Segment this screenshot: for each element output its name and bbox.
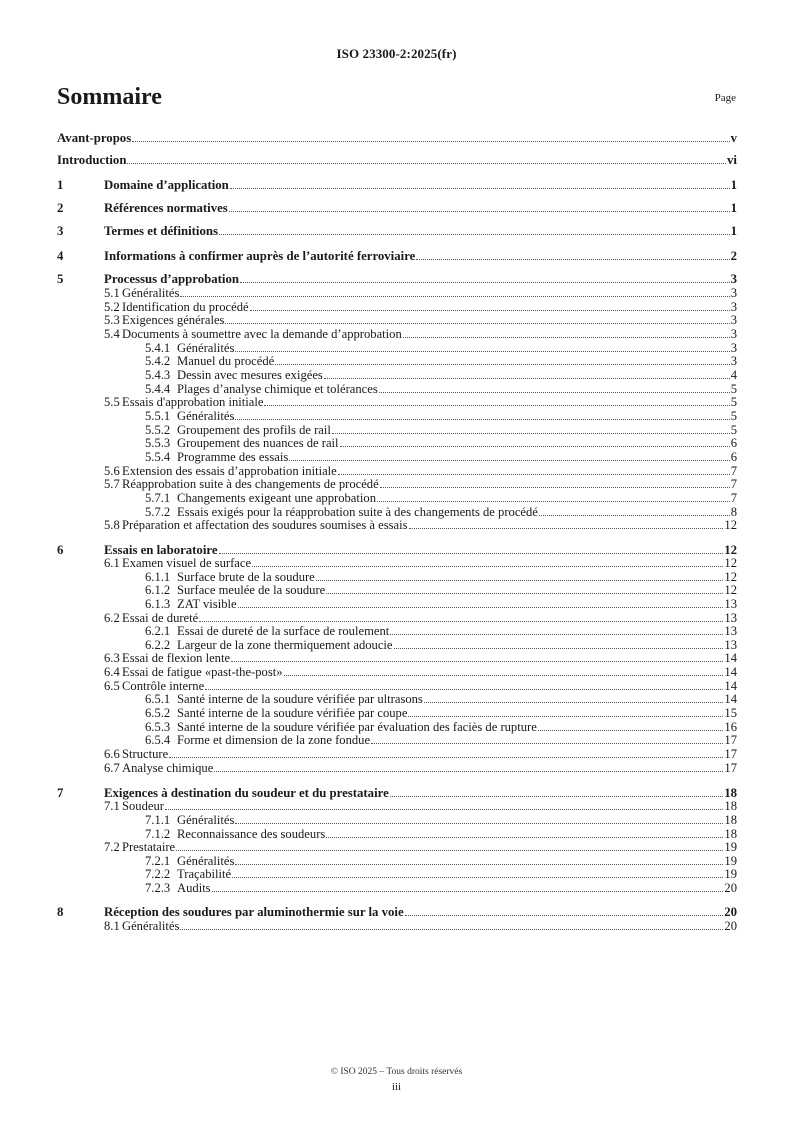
toc-entry[interactable] [57,881,737,895]
dot-leader [409,527,724,529]
toc-entry-number: 5.4.1 [145,341,171,355]
toc-entry[interactable] [57,905,737,919]
toc-entry-page[interactable]: 3 [730,286,737,300]
toc-entry-number: 6.2 [104,611,120,625]
toc-entry-title[interactable]: Domaine d’application [104,178,229,192]
toc-entry-page[interactable]: 7 [730,464,737,478]
toc-entry-number: 6.1.1 [145,570,171,584]
toc-entry-number: 5 [57,272,64,286]
toc-entry[interactable] [57,747,737,761]
dot-leader [390,795,723,797]
toc-entry-title[interactable]: Forme et dimension de la zone fondue [177,733,371,747]
toc-entry-title[interactable]: Contrôle interne [122,679,205,693]
dot-leader [214,770,723,772]
toc-entry[interactable] [57,827,737,841]
toc-entry-number: 5.1 [104,286,120,300]
dot-leader [338,473,730,475]
toc-entry-title[interactable]: ZAT visible [177,597,237,611]
toc-entry[interactable] [57,813,737,827]
toc-entry-title[interactable]: Changements exigeant une approbation [177,491,376,505]
toc-entry[interactable] [57,436,737,450]
toc-entry-title[interactable]: Termes et définitions [104,224,218,238]
toc-entry-number: 6 [57,543,64,557]
toc-entry-number: 7.1.1 [145,813,171,827]
toc-entry[interactable] [57,178,737,192]
toc-entry-number: 5.4.2 [145,354,171,368]
toc-entry[interactable] [57,638,737,652]
toc-entry-page[interactable]: 7 [730,491,737,505]
toc-entry-title[interactable]: Surface meulée de la soudure [177,583,326,597]
toc-entry-page[interactable]: 5 [730,423,737,437]
toc-entry-title[interactable]: Exigences générales [122,313,225,327]
dot-leader [205,688,723,690]
toc-entry[interactable] [57,423,737,437]
toc-entry-title[interactable]: Essais d'approbation initiale [122,395,264,409]
toc-entry-title[interactable]: Identification du procédé [122,300,249,314]
toc-entry[interactable] [57,867,737,881]
dot-leader [538,729,724,731]
dot-leader [380,486,730,488]
toc-entry-title[interactable]: Réception des soudures par aluminothermie sur la voie [104,905,404,919]
toc-entry-page[interactable]: 14 [724,679,737,693]
toc-entry-page[interactable]: 6 [730,450,737,464]
dot-leader [424,701,724,703]
toc-entry-number: 6.5.1 [145,692,171,706]
toc-entry-page[interactable]: 12 [724,583,737,597]
dot-leader [371,742,723,744]
toc-entry-page[interactable]: 18 [724,813,737,827]
toc-entry-title[interactable]: Groupement des nuances de rail [177,436,339,450]
toc-entry[interactable] [57,354,737,368]
toc-entry[interactable] [57,327,737,341]
toc-entry-title[interactable]: Groupement des profils de rail [177,423,331,437]
toc-entry-title[interactable]: Surface brute de la soudure [177,570,315,584]
toc-entry-page[interactable]: 5 [730,395,737,409]
toc-entry-number: 6.4 [104,665,120,679]
toc-entry-number: 6.2.1 [145,624,171,638]
toc-entry-page[interactable]: 3 [730,354,737,368]
toc-entry[interactable] [57,786,737,800]
toc-entry-title[interactable]: Processus d’approbation [104,272,239,286]
dot-leader [165,808,723,810]
toc-entry-page[interactable]: 19 [724,867,737,881]
toc-entry-title[interactable]: Généralités [122,286,180,300]
toc-entry-title[interactable]: Avant-propos [57,131,132,145]
toc-entry[interactable] [57,131,737,145]
toc-entry-number: 6.5 [104,679,120,693]
toc-entry-page[interactable]: 17 [724,747,737,761]
toc-entry-page[interactable]: 8 [730,505,737,519]
toc-entry-page[interactable]: 12 [724,518,737,532]
toc-entry-number: 6.3 [104,651,120,665]
toc-entry[interactable] [57,706,737,720]
toc-entry[interactable] [57,313,737,327]
dot-leader [405,914,724,916]
dot-leader [219,552,724,554]
toc-entry-title[interactable]: Généralités [177,341,235,355]
toc-entry-number: 6.2.2 [145,638,171,652]
toc-entry-page[interactable]: v [730,131,737,145]
toc-entry-number: 7.1 [104,799,120,813]
toc-entry-page[interactable]: 14 [724,665,737,679]
dot-leader [180,295,729,297]
toc-entry-number: 6.1.2 [145,583,171,597]
toc-entry-page[interactable]: 16 [724,720,737,734]
dot-leader [403,336,730,338]
toc-entry-title[interactable]: Documents à soumettre avec la demande d’approbation [122,327,402,341]
toc-entry-number: 5.7.1 [145,491,171,505]
dot-leader [289,459,729,461]
toc-entry[interactable] [57,201,737,215]
document-header: ISO 23300-2:2025(fr) [336,46,457,61]
toc-entry-title[interactable]: Traçabilité [177,867,232,881]
toc-entry-page[interactable]: 3 [730,272,737,286]
toc-entry-number: 4 [57,249,64,263]
dot-leader [180,928,723,930]
toc-entry-number: 6.6 [104,747,120,761]
toc-entry[interactable] [57,249,737,263]
toc-entry-title[interactable]: Plages d’analyse chimique et tolérances [177,382,378,396]
toc-entry-number: 1 [57,178,64,192]
toc-entry[interactable] [57,583,737,597]
toc-entry[interactable] [57,679,737,693]
toc-entry[interactable] [57,597,737,611]
dot-leader [235,822,723,824]
dot-leader [284,674,724,676]
toc-entry[interactable] [57,491,737,505]
toc-entry-number: 5.2 [104,300,120,314]
dot-leader [219,233,730,235]
toc-entry-number: 5.4 [104,327,120,341]
toc-entry-number: 7 [57,786,64,800]
toc-entry-title[interactable]: Généralités [177,854,235,868]
toc-entry-title[interactable]: Informations à confirmer auprès de l’autorité ferroviaire [104,249,416,263]
dot-leader [225,322,729,324]
toc-entry-title[interactable]: Réapprobation suite à des changements de procédé [122,477,379,491]
toc-entry[interactable] [57,543,737,557]
toc-entry[interactable] [57,556,737,570]
toc-entry-number: 6.5.2 [145,706,171,720]
toc-entry[interactable] [57,761,737,775]
dot-leader [238,606,724,608]
dot-leader [199,620,723,622]
toc-entry-title[interactable]: Essai de fatigue «past-the-post» [122,665,283,679]
toc-entry-page[interactable]: 14 [724,692,737,706]
toc-entry-page[interactable]: 3 [730,313,737,327]
dot-leader [235,418,729,420]
toc-entry-title[interactable]: Manuel du procédé [177,354,275,368]
toc-entry-title[interactable]: Santé interne de la soudure vérifiée par ultrasons [177,692,423,706]
toc-entry-number: 6.5.3 [145,720,171,734]
dot-leader [379,391,730,393]
dot-leader [416,258,729,260]
dot-leader [377,500,730,502]
toc-entry-title[interactable]: Essai de dureté [122,611,199,625]
toc-entry-title[interactable]: Extension des essais d’approbation initiale [122,464,337,478]
toc-entry-title[interactable]: Dessin avec mesures exigées [177,368,323,382]
toc-entry-number: 6.7 [104,761,120,775]
toc-entry-number: 6.5.4 [145,733,171,747]
toc-entry-number: 8.1 [104,919,120,933]
toc-entry-page[interactable]: 12 [724,543,737,557]
toc-entry-number: 5.7.2 [145,505,171,519]
toc-entry[interactable] [57,341,737,355]
toc-entry-title[interactable]: Audits [177,881,211,895]
toc-entry-title[interactable]: Préparation et affectation des soudures soumises à essais [122,518,408,532]
toc-entry-title[interactable]: Essais en laboratoire [104,543,218,557]
dot-leader [132,140,729,142]
dot-leader [176,849,723,851]
toc-entry-title[interactable]: Exigences à destination du soudeur et du prestataire [104,786,389,800]
toc-entry[interactable] [57,464,737,478]
toc-entry-page[interactable]: 13 [724,611,737,625]
toc-entry-number: 5.6 [104,464,120,478]
dot-leader [539,514,730,516]
toc-entry-title[interactable]: Introduction [57,153,127,167]
dot-leader [275,363,729,365]
dot-leader [232,876,723,878]
dot-leader [252,565,723,567]
toc-entry-page[interactable]: 4 [730,368,737,382]
toc-entry-number: 7.2.3 [145,881,171,895]
toc-entry-number: 6.1.3 [145,597,171,611]
toc-entry-title[interactable]: Largeur de la zone thermiquement adoucie [177,638,393,652]
toc-entry-page[interactable]: 1 [730,224,737,238]
toc-entry-page[interactable]: 13 [724,638,737,652]
toc-entry[interactable] [57,570,737,584]
dot-leader [408,715,723,717]
toc-entry-number: 8 [57,905,64,919]
toc-entry[interactable] [57,611,737,625]
toc-entry-title[interactable]: Généralités [122,919,180,933]
toc-entry-title[interactable]: Examen visuel de surface [122,556,252,570]
toc-entry-number: 5.8 [104,518,120,532]
page-number: iii [391,1081,402,1093]
dot-leader [212,890,724,892]
toc-entry-number: 3 [57,224,64,238]
toc-entry-title[interactable]: Essai de dureté de la surface de roulement [177,624,390,638]
toc-title: Sommaire [57,84,162,110]
toc-entry[interactable] [57,665,737,679]
toc-entry[interactable] [57,286,737,300]
toc-entry-number: 5.5 [104,395,120,409]
toc-entry-number: 7.2 [104,840,120,854]
toc-entry-page[interactable]: 18 [724,827,737,841]
toc-entry[interactable] [57,518,737,532]
dot-leader [230,187,730,189]
toc-entry-number: 5.5.3 [145,436,171,450]
dot-leader [235,863,723,865]
dot-leader [340,445,730,447]
toc-entry-page[interactable]: 5 [730,382,737,396]
toc-entry-page[interactable]: 7 [730,477,737,491]
toc-entry-page[interactable]: 12 [724,570,737,584]
toc-entry-page[interactable]: 13 [724,597,737,611]
toc-entry[interactable] [57,300,737,314]
toc-entry[interactable] [57,919,737,933]
dot-leader [390,633,723,635]
dot-leader [326,592,723,594]
toc-entry-title[interactable]: Soudeur [122,799,164,813]
toc-entry-page[interactable]: 13 [724,624,737,638]
toc-entry-page[interactable]: 3 [730,341,737,355]
toc-entry-page[interactable]: 14 [724,651,737,665]
toc-entry-number: 5.5.1 [145,409,171,423]
toc-entry-title[interactable]: Structure [122,747,169,761]
toc-entry-page[interactable]: 3 [730,300,737,314]
toc-entry-number: 5.7 [104,477,120,491]
toc-entry-page[interactable]: 18 [724,799,737,813]
toc-entry-page[interactable]: 20 [724,919,737,933]
toc-entry[interactable] [57,477,737,491]
toc-entry-title[interactable]: Prestataire [122,840,176,854]
dot-leader [394,647,724,649]
toc-entry-page[interactable]: 19 [724,840,737,854]
dot-leader [316,579,724,581]
dot-leader [231,660,723,662]
toc-entry-title[interactable]: Essai de flexion lente [122,651,231,665]
toc-entry-number: 5.5.2 [145,423,171,437]
copyright-footer: © ISO 2025 – Tous droits réservés [330,1067,463,1077]
toc-entry[interactable] [57,840,737,854]
toc-entry-title[interactable]: Généralités [177,409,235,423]
toc-entry-page[interactable]: 17 [724,761,737,775]
toc-entry-page[interactable]: 18 [724,786,737,800]
toc-entry-title[interactable]: Reconnaissance des soudeurs [177,827,326,841]
toc-entry-number: 7.2.1 [145,854,171,868]
toc-entry[interactable] [57,854,737,868]
toc-entry-title[interactable]: Santé interne de la soudure vérifiée par évaluation des faciès de rupture [177,720,537,734]
toc-entry-title[interactable]: Programme des essais [177,450,289,464]
toc-entry-number: 5.3 [104,313,120,327]
toc-entry-page[interactable]: 20 [724,881,737,895]
toc-entry-page[interactable]: 20 [724,905,737,919]
dot-leader [235,350,729,352]
dot-leader [332,432,730,434]
toc-entry-page[interactable]: 12 [724,556,737,570]
toc-entry-page[interactable]: 5 [730,409,737,423]
toc-entry-title[interactable]: Références normatives [104,201,228,215]
toc-entry[interactable] [57,651,737,665]
toc-entry[interactable] [57,720,737,734]
dot-leader [264,404,729,406]
toc-entry[interactable] [57,272,737,286]
toc-entry-number: 2 [57,201,64,215]
dot-leader [240,281,730,283]
toc-entry-title[interactable]: Essais exigés pour la réapprobation suite à des changements de procédé [177,505,538,519]
toc-entry-number: 5.4.3 [145,368,171,382]
toc-entry-number: 5.5.4 [145,450,171,464]
toc-entry-number: 5.4.4 [145,382,171,396]
toc-entry[interactable] [57,799,737,813]
toc-entry[interactable] [57,505,737,519]
toc-entry-page[interactable]: 15 [724,706,737,720]
toc-entry-page[interactable]: 19 [724,854,737,868]
toc-entry[interactable] [57,692,737,706]
dot-leader [169,756,723,758]
dot-leader [326,836,723,838]
dot-leader [250,309,730,311]
toc-entry-page[interactable]: 6 [730,436,737,450]
toc-entry-page[interactable]: 2 [730,249,737,263]
toc-entry-number: 7.1.2 [145,827,171,841]
toc-entry-title[interactable]: Analyse chimique [122,761,214,775]
toc-entry[interactable] [57,624,737,638]
toc-entry-number: 7.2.2 [145,867,171,881]
toc-entry-title[interactable]: Généralités [177,813,235,827]
toc-entry[interactable] [57,382,737,396]
toc-entry[interactable] [57,224,737,238]
toc-entry[interactable] [57,395,737,409]
toc-entry-page[interactable]: 3 [730,327,737,341]
toc-entry-page[interactable]: 17 [724,733,737,747]
toc-entry-title[interactable]: Santé interne de la soudure vérifiée par coupe [177,706,408,720]
toc-entry[interactable] [57,450,737,464]
toc-entry-page[interactable]: 1 [730,178,737,192]
toc-entry[interactable] [57,368,737,382]
dot-leader [127,162,726,164]
toc-entry[interactable] [57,409,737,423]
dot-leader [324,377,730,379]
toc-entry-page[interactable]: vi [727,153,737,167]
page-column-label: Page [714,92,736,104]
toc-entry-number: 6.1 [104,556,120,570]
toc-entry-page[interactable]: 1 [730,201,737,215]
toc-entry[interactable] [57,733,737,747]
dot-leader [229,210,730,212]
toc-entry[interactable] [57,153,737,167]
